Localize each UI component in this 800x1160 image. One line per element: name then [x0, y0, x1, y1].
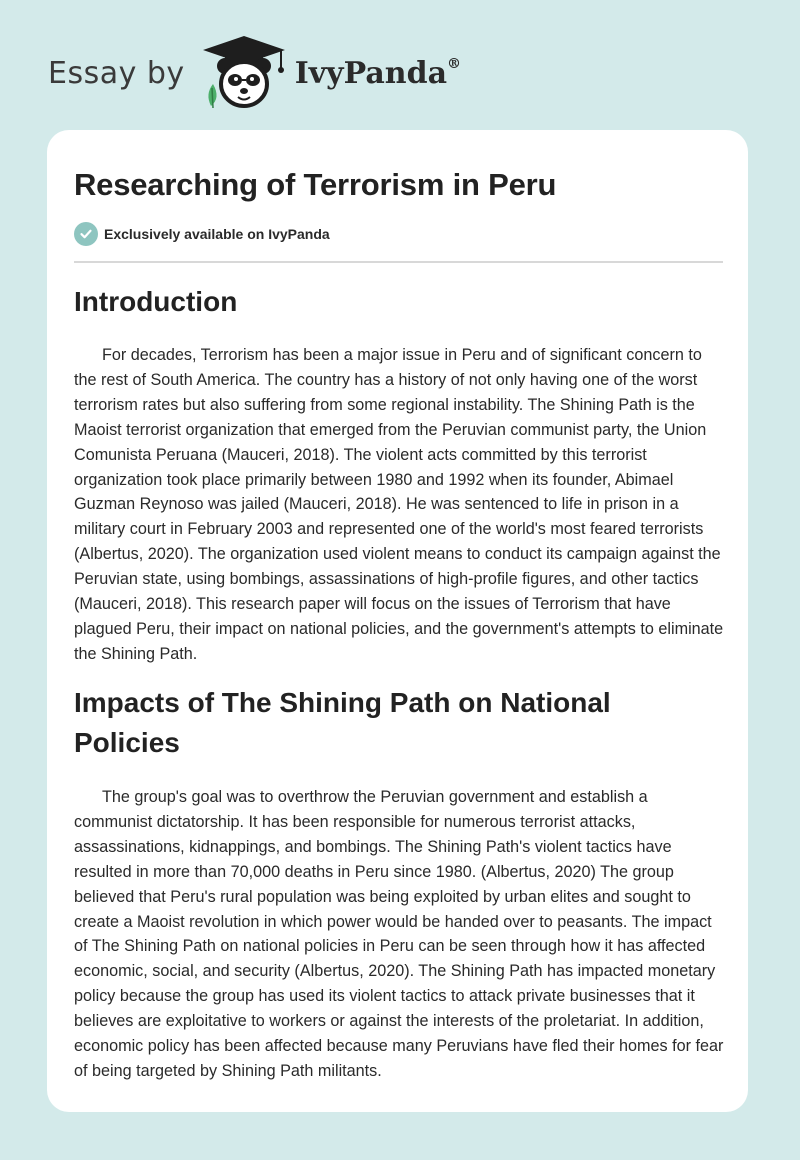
- section-body-impacts: The group's goal was to overthrow the Peruvian government and establish a communist dictatorship. It has been responsible for numerous terrorist attacks, assassinations, kidnappings, and bombings. The Shining Path's violent tactics have resulted in more than 70,000 deaths in Peru since 1980. (Albertus, 2020) The group believed that Peru's rural population was being exploited by urban elites and sought to create a Maoist revolution in which power would be handed over to peasants. The impact of The Shining Path on national policies in Peru can be seen through how it has affected economic, social, and security (Albertus, 2020). The Shining Path has impacted monetary policy because the group has used its violent tactics to attack private businesses that it believes are exploitative to workers or against the interests of the proletariat. In addition, economic policy has been affected because many Peruvians have fled their homes for fear of being targeted by Shining Path militants.: [74, 788, 724, 1080]
- title-divider: [74, 261, 723, 263]
- check-circle-icon: [74, 222, 98, 246]
- exclusive-badge: [74, 222, 330, 246]
- essay-by-label: Essay by: [48, 56, 185, 91]
- essay-card: [47, 130, 748, 1112]
- panda-logo-icon[interactable]: [199, 34, 289, 114]
- section-body-introduction: For decades, Terrorism has been a major issue in Peru and of significant concern to the rest of South America. The country has a history of not only having one of the worst terrorism rates but also suffering from some regional instability. The Shining Path is the Maoist terrorist organization that emerged from the Peruvian communist party, the Union Comunista Peruana (Mauceri, 2018). The violent acts committed by this terrorist organization took place primarily between 1980 and 1992 when its founder, Abimael Guzman Reynoso was jailed (Mauceri, 2018). He was sentenced to life in prison in a military court in February 2003 and represented one of the world's most feared terrorists (Albertus, 2020). The organization used violent means to conduct its campaign against the Peruvian state, using bombings, assassinations of high-profile figures, and other tactics (Mauceri, 2018). This research paper will focus on the issues of Terrorism that have plagued Peru, their impact on national policies, and the government's attempts to eliminate the Shining Path.: [74, 346, 724, 663]
- section-heading-impacts: Impacts of The Shining Path on National Policies: [74, 687, 611, 758]
- brand-name[interactable]: IvyPanda®: [294, 56, 462, 91]
- section-heading-introduction: Introduction: [74, 286, 238, 317]
- page-title: Researching of Terrorism in Peru: [74, 167, 557, 202]
- registered-mark: ®: [447, 56, 462, 72]
- site-header: [48, 34, 461, 114]
- exclusive-label: Exclusively available on IvyPanda: [104, 226, 330, 242]
